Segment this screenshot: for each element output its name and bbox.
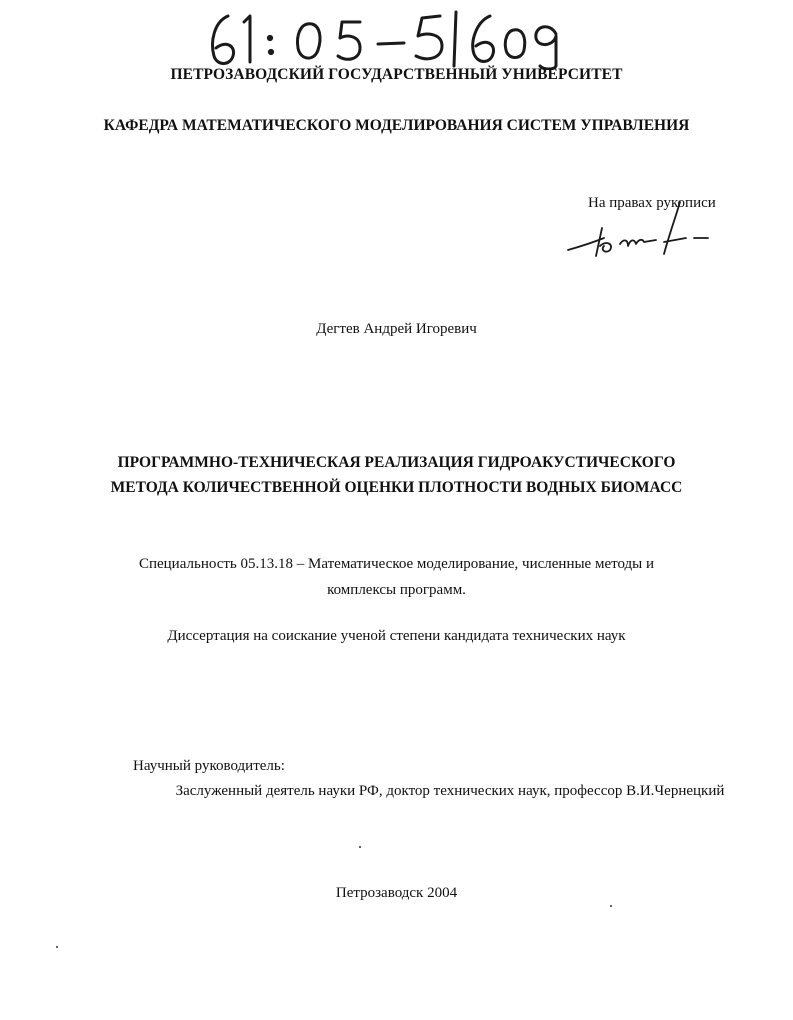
specialty-line: Специальность 05.13.18 – Математическое моделирование, численные методы и (138, 556, 655, 572)
department-name: КАФЕДРА МАТЕМАТИЧЕСКОГО МОДЕЛИРОВАНИЯ СИСТЕМ УПРАВЛЕНИЯ (103, 117, 690, 134)
supervisor-name: Заслуженный деятель науки РФ, доктор технических наук, профессор В.И.Чернецкий (175, 783, 725, 799)
university-name: ПЕТРОЗАВОДСКИЙ ГОСУДАРСТВЕННЫЙ УНИВЕРСИТЕТ (170, 66, 623, 83)
handwritten-catalog-number (200, 8, 580, 70)
specialty (0, 551, 793, 603)
scan-speck (610, 905, 612, 907)
scan-speck (56, 946, 58, 948)
title-line: ПРОГРАММНО-ТЕХНИЧЕСКАЯ РЕАЛИЗАЦИЯ ГИДРОАКУСТИЧЕСКОГО (117, 454, 676, 471)
title-line: МЕТОДА КОЛИЧЕСТВЕННОЙ ОЦЕНКИ ПЛОТНОСТИ ВОДНЫХ БИОМАСС (110, 479, 683, 496)
city-year: Петрозаводск 2004 (335, 885, 458, 901)
author-name: Дегтев Андрей Игоревич (316, 321, 477, 337)
specialty-line: комплексы программ. (327, 582, 466, 598)
dissertation-title (0, 450, 793, 500)
manuscript-note: На правах рукописи (588, 195, 716, 211)
scan-speck (359, 846, 361, 848)
supervisor-label: Научный руководитель: (133, 758, 285, 774)
signature (560, 198, 720, 268)
degree-statement: Диссертация на соискание ученой степени кандидата технических наук (167, 628, 626, 644)
